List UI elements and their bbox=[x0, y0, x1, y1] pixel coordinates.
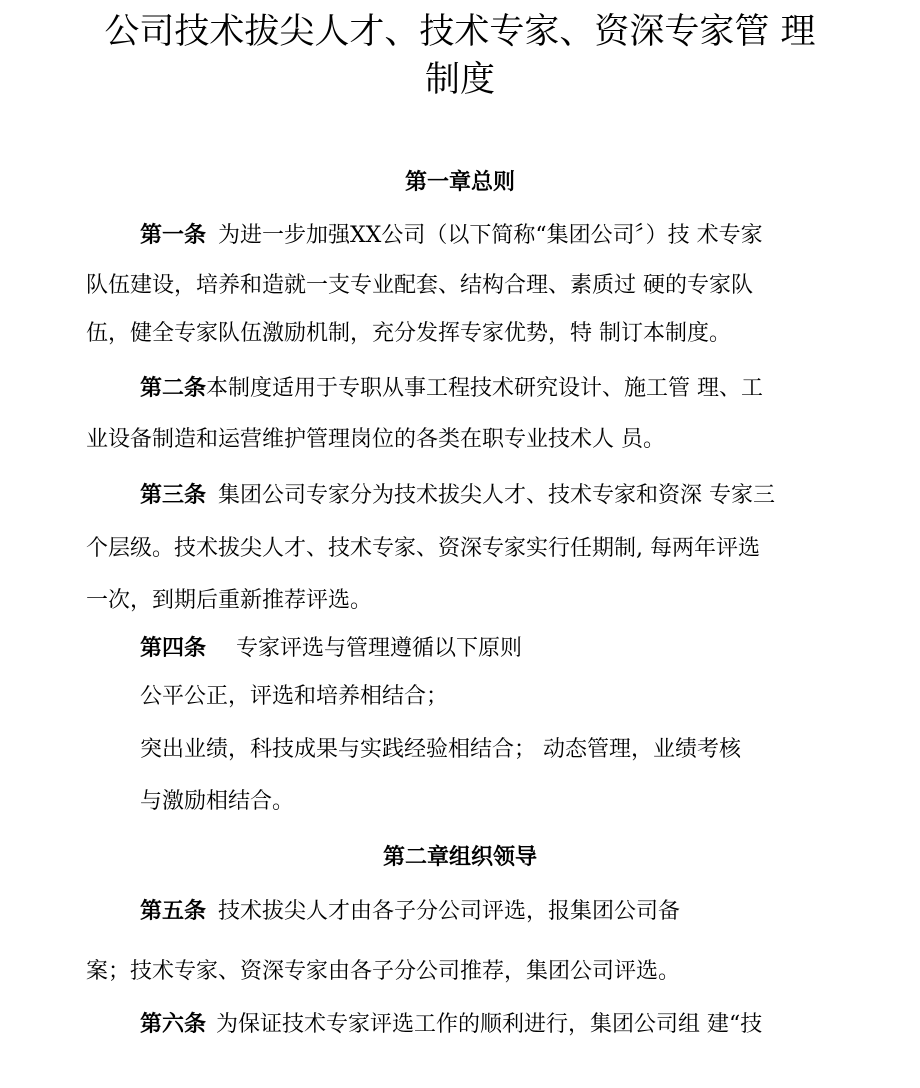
article-4-line-2: 公平公正，评选和培养相结合； bbox=[140, 684, 449, 709]
article-2-first-line bbox=[140, 373, 763, 404]
article-2-line-2: 业设备制造和运营维护管理岗位的各类在职专业技术人 员。 bbox=[86, 427, 665, 452]
article-2-label: 第二条 bbox=[140, 375, 207, 401]
article-1-line-3: 伍，健全专家队伍激励机制，充分发挥专家优势，特 制订本制度。 bbox=[86, 321, 731, 346]
article-1-label: 第一条 bbox=[140, 222, 207, 248]
article-3-text: 集团公司专家分为技术拔尖人才、技术专家和资深 专家三 bbox=[218, 483, 776, 508]
article-5-text: 技术拔尖人才由各子分公司评选，报集团公司备 bbox=[218, 899, 681, 924]
article-4-first-line bbox=[140, 633, 522, 664]
article-2-text: 本制度适用于专职从事工程技术研究设计、施工管 理、工 bbox=[206, 376, 764, 401]
article-1-line-2: 队伍建设，培养和造就一支专业配套、结构合理、素质过 硬的专家队 bbox=[86, 273, 753, 298]
article-5-first-line bbox=[140, 896, 680, 927]
article-6-text: 为保证技术专家评选工作的顺利进行，集团公司组 建“技 bbox=[216, 1012, 763, 1037]
article-6-label: 第六条 bbox=[140, 1011, 207, 1037]
article-5-line-2: 案；技术专家、资深专家由各子分公司推荐，集团公司评选。 bbox=[86, 959, 681, 984]
chapter-heading-2: 第二章组织领导 bbox=[382, 844, 537, 870]
article-1-text: 为进一步加强XX公司（以下简称“集团公司〞）技 术专家 bbox=[218, 223, 763, 248]
article-3-first-line bbox=[140, 480, 775, 511]
article-5-label: 第五条 bbox=[140, 898, 207, 924]
document-title-line-2: 制度 bbox=[424, 60, 495, 100]
article-3-line-2: 个层级。技术拔尖人才、技术专家、资深专家实行任期制, 每两年评选 bbox=[86, 536, 760, 561]
document-title-line-1: 公司技术拔尖人才、技术专家、资深专家管 理 bbox=[104, 12, 816, 52]
article-4-line-4: 与激励相结合。 bbox=[140, 789, 295, 814]
article-6-first-line bbox=[140, 1009, 762, 1040]
article-4-label: 第四条 bbox=[140, 635, 207, 661]
article-3-label: 第三条 bbox=[140, 482, 207, 508]
article-4-text: 专家评选与管理遵循以下原则 bbox=[236, 636, 523, 661]
article-1-first-line bbox=[140, 220, 763, 251]
article-4-line-3: 突出业绩，科技成果与实践经验相结合； 动态管理，业绩考核 bbox=[140, 737, 741, 762]
chapter-heading-1: 第一章总则 bbox=[404, 169, 515, 195]
article-3-line-3: 一次，到期后重新推荐评选。 bbox=[86, 588, 373, 613]
